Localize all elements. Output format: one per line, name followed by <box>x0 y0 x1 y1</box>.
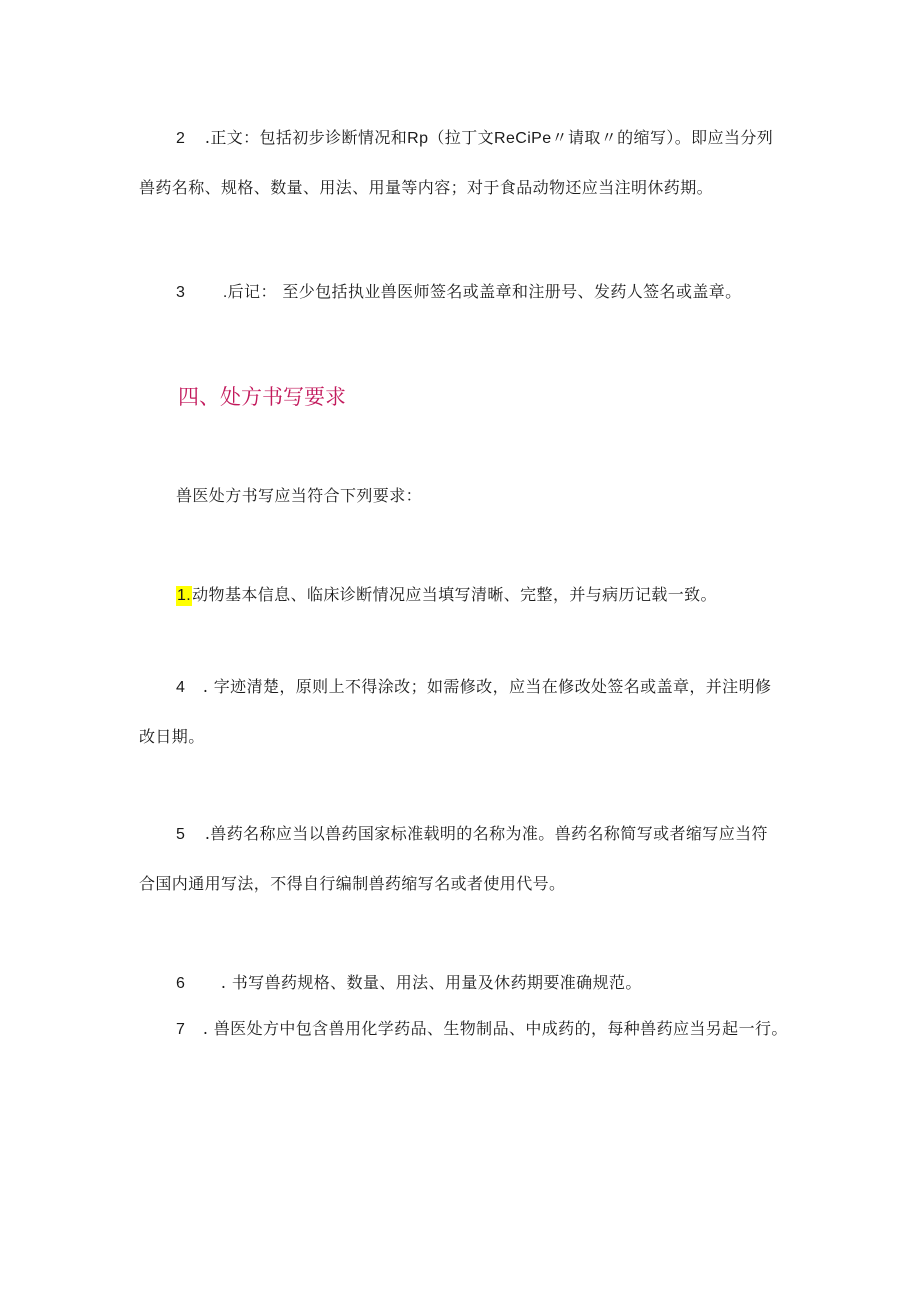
item-2-rp: Rp <box>407 130 429 147</box>
requirement-7-text: . 兽医处方中包含兽用化学药品、生物制品、中成药的，每种兽药应当另起一行。 <box>202 1019 788 1038</box>
requirements-intro: 兽医处方书写应当符合下列要求： <box>176 486 423 505</box>
requirement-5-line-2: 合国内通用写法，不得自行编制兽药缩写名或者使用代号。 <box>139 874 566 893</box>
item-3-label: .后记： <box>222 284 277 301</box>
requirement-5-number: 5 <box>176 826 186 843</box>
item-2-mid: 〃请取〃的缩写）。即应当分列 <box>551 128 774 147</box>
requirement-5-text: .兽药名称应当以兽药国家标准载明的名称为准。兽药名称简写或者缩写应当符 <box>204 824 768 843</box>
item-2-line-2: 兽药名称、规格、数量、用法、用量等内容；对于食品动物还应当注明休药期。 <box>139 178 714 197</box>
item-2-line-1 <box>176 128 773 149</box>
item-3-line <box>176 282 742 303</box>
requirement-4-number: 4 <box>176 679 186 696</box>
requirement-1 <box>176 585 717 606</box>
requirement-4-line-1 <box>176 677 771 698</box>
requirement-6 <box>176 973 642 994</box>
requirement-7 <box>176 1019 788 1040</box>
requirement-1-text: 动物基本信息、临床诊断情况应当填写清晰、完整，并与病历记载一致。 <box>192 585 717 604</box>
item-2-recipe: ReCiPe <box>494 130 552 147</box>
requirement-4-text: . 字迹清楚，原则上不得涂改；如需修改，应当在修改处签名或盖章，并注明修 <box>202 677 772 696</box>
section-heading: 四、处方书写要求 <box>178 385 346 409</box>
item-3-number: 3 <box>176 284 186 301</box>
requirement-4-line-2: 改日期。 <box>139 727 205 746</box>
requirement-6-text: . 书写兽药规格、数量、用法、用量及休药期要准确规范。 <box>220 973 642 992</box>
requirement-7-number: 7 <box>176 1021 186 1038</box>
requirement-6-number: 6 <box>176 975 186 992</box>
item-2-paren-open: （拉丁文 <box>428 128 494 147</box>
item-2-dot: . <box>204 128 211 147</box>
requirement-1-number: 1. <box>177 587 192 604</box>
item-3-text: 至少包括执业兽医师签名或盖章和注册号、发药人签名或盖章。 <box>282 282 742 301</box>
item-2-number: 2 <box>176 130 186 147</box>
item-2-label: 正文：包括初步诊断情况和 <box>210 128 408 147</box>
requirement-5-line-1 <box>176 824 768 845</box>
